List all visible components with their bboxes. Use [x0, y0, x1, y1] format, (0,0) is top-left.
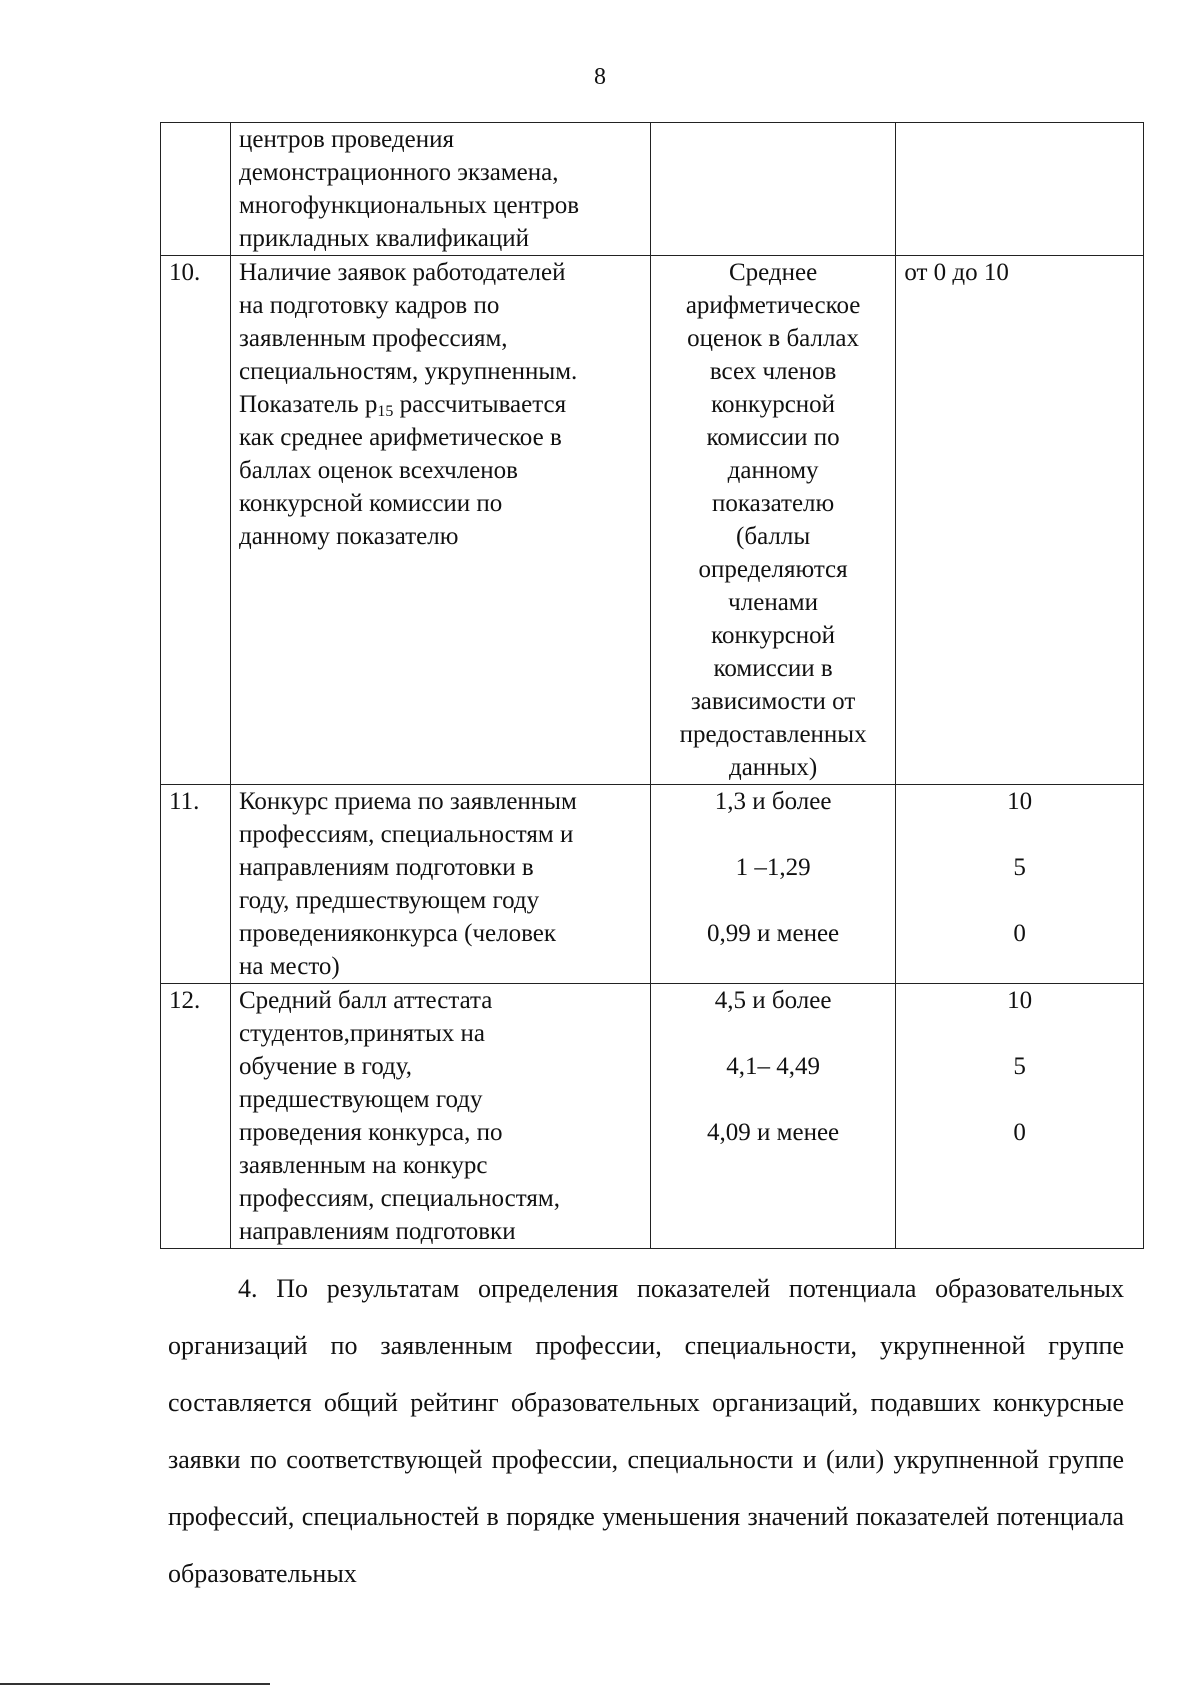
calculation-line: данных) [728, 754, 818, 781]
calculation-line: комиссии в [713, 655, 833, 682]
row-number: 12. [161, 984, 231, 1249]
calculation-line: конкурсной [711, 391, 836, 418]
table-row-12 [161, 984, 1144, 1249]
indicator-text-after: рассчитывается [393, 391, 567, 418]
description-line: направлениям подготовки в [238, 854, 534, 881]
calculation-line: зависимости от [690, 688, 856, 715]
row-number: 11. [161, 785, 231, 984]
row-number-cell [161, 123, 231, 256]
calculation-cell [650, 984, 895, 1249]
table-row-10 [161, 256, 1144, 785]
description-line: конкурсной комиссии по [238, 490, 503, 517]
description-line: баллах оценок всехчленов [238, 457, 518, 484]
description-line: прикладных квалификаций [238, 225, 529, 252]
description-line-indicator [239, 388, 642, 421]
table-row-11 [161, 785, 1144, 984]
description-line: направлениям подготовки [238, 1218, 516, 1245]
calculation-cell [650, 256, 895, 785]
calculation-line: Среднее [728, 259, 818, 286]
description-line: проведенияконкурса (человек [238, 920, 557, 947]
score-value: 0 [1013, 1119, 1026, 1146]
criterion-description [230, 123, 650, 256]
description-line: на подготовку кадров по [238, 292, 500, 319]
range-value: 4,5 и более [714, 987, 832, 1014]
description-line: как среднее арифметическое в [238, 424, 562, 451]
description-line: заявленным профессиям, [238, 325, 508, 352]
calculation-line: предоставленных [679, 721, 867, 748]
description-line: центров проведения [238, 126, 454, 153]
description-line: на место) [238, 953, 340, 980]
calculation-cell [650, 123, 895, 256]
range-value: 0,99 и менее [707, 920, 840, 947]
page-number: 8 [594, 64, 606, 90]
criterion-description [230, 256, 650, 785]
footer-rule [0, 1683, 270, 1685]
range-value: 1 –1,29 [735, 854, 811, 881]
calculation-line: всех членов [709, 358, 837, 385]
description-line: заявленным на конкурс [238, 1152, 488, 1179]
criterion-description [230, 984, 650, 1249]
range-value: 4,1– 4,49 [726, 1053, 820, 1080]
score-cell [896, 785, 1144, 984]
calculation-line: арифметическое [685, 292, 861, 319]
criteria-table [160, 122, 1144, 1249]
description-line: специальностям, укрупненным. [238, 358, 578, 385]
calculation-line: показателю [711, 490, 835, 517]
row-number: 10. [161, 256, 231, 785]
score-cell: от 0 до 10 [896, 256, 1144, 785]
indicator-text-before: Показатель p [238, 391, 378, 418]
calculation-line: (баллы [736, 523, 811, 550]
score-value: 10 [1007, 987, 1033, 1014]
description-line: студентов,принятых на [238, 1020, 486, 1047]
calculation-line: данному [727, 457, 819, 484]
table-row-continued [161, 123, 1144, 256]
description-line: данному показателю [238, 523, 459, 550]
description-line: профессиям, специальностям, [238, 1185, 560, 1212]
description-line: многофункциональных центров [238, 192, 580, 219]
calculation-line: конкурсной [711, 622, 836, 649]
calculation-line: комиссии по [706, 424, 840, 451]
description-line: Наличие заявок работодателей [238, 259, 566, 286]
score-value: 0 [1013, 920, 1026, 947]
description-line: предшествующем году [238, 1086, 483, 1113]
score-cell [896, 984, 1144, 1249]
score-value: 5 [1013, 1053, 1026, 1080]
calculation-line: оценок в баллах [687, 325, 860, 352]
description-line: Средний балл аттестата [238, 987, 493, 1014]
description-line: демонстрационного экзамена, [238, 159, 559, 186]
indicator-subscript: 15 [377, 403, 394, 420]
calculation-line: членами [728, 589, 818, 616]
description-line: Конкурс приема по заявленным [238, 788, 577, 815]
score-cell [896, 123, 1144, 256]
description-line: проведения конкурса, по [238, 1119, 503, 1146]
description-line: обучение в году, [238, 1053, 412, 1080]
score-value: 10 [1007, 788, 1033, 815]
description-line: году, предшествующем году [238, 887, 540, 914]
body-paragraph: 4. По результатам определения показателей потенциала образовательных организаций по заявленным профессии, специальности, укрупненной группе составляется общий рейтинг образовательных организаций, подавших конкурсные заявки по соответствующей профессии, специальности и (или) укрупненной группе профессий, специальностей в порядке уменьшения значений показателей потенциала образовательных [168, 1274, 1124, 1588]
score-value: 5 [1013, 854, 1026, 881]
calculation-line: определяются [698, 556, 848, 583]
range-value: 4,09 и менее [707, 1119, 840, 1146]
calculation-cell [650, 785, 895, 984]
range-value: 1,3 и более [714, 788, 832, 815]
criterion-description [230, 785, 650, 984]
description-line: профессиям, специальностям и [238, 821, 574, 848]
